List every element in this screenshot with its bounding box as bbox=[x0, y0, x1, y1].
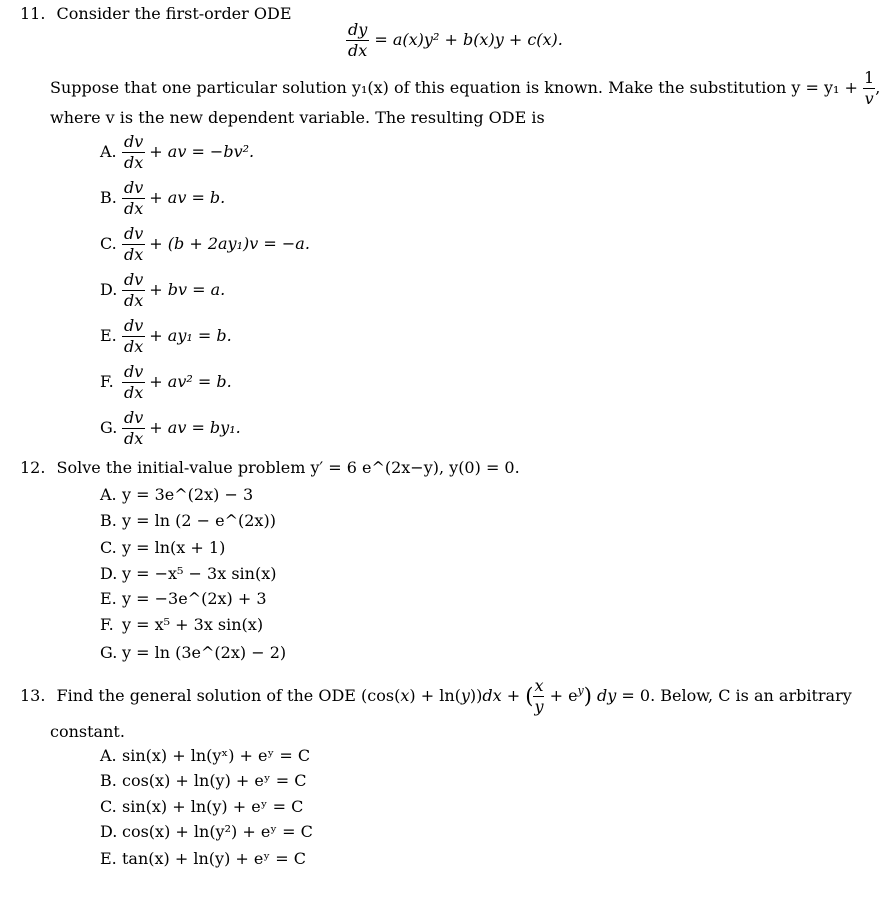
q12-option-g bbox=[100, 643, 286, 662]
q11-prompt: Consider the first-order ODE bbox=[56, 4, 292, 23]
option-label: B. bbox=[100, 771, 117, 790]
q11-option-f bbox=[100, 364, 232, 401]
q11-resulting-text: where v is the new dependent variable. The resulting ODE is bbox=[50, 108, 545, 127]
option-text: y = ln (3e^(2x) − 2) bbox=[122, 643, 287, 662]
option-text: cos(x) + ln(y²) + eʸ = C bbox=[122, 822, 313, 841]
q12-header bbox=[20, 458, 520, 477]
option-label: B. bbox=[100, 188, 117, 207]
q12-option-a bbox=[100, 485, 253, 504]
q13-option-b bbox=[100, 771, 306, 790]
option-text: + av = b. bbox=[149, 188, 226, 207]
option-label: C. bbox=[100, 538, 117, 557]
q11-substitution-text: Suppose that one particular solution y₁(x) of this equation is known. Make the substitution y = y₁ + bbox=[50, 78, 858, 97]
dy-dx-fraction: $\frac{dy}{dx}$ bbox=[348, 20, 368, 60]
option-text: + (b + 2ay₁)v = −a. bbox=[149, 234, 310, 253]
q13-header bbox=[20, 678, 852, 715]
q13-prompt-end: Below, C is an arbitrary bbox=[660, 686, 852, 705]
q11-substitution-line: Suppose that one particular solution y₁(x) of this equation is known. Make the substitution y = y₁ + $\frac{1}{v}$ , bbox=[50, 68, 880, 108]
option-text: y = x⁵ + 3x sin(x) bbox=[122, 615, 264, 634]
option-label: E. bbox=[100, 589, 117, 608]
option-text: sin(x) + ln(y) + eʸ = C bbox=[122, 797, 304, 816]
option-label: G. bbox=[100, 643, 118, 662]
option-label: C. bbox=[100, 234, 117, 253]
option-text: y = ln(x + 1) bbox=[122, 538, 226, 557]
q13-prompt-cont: constant. bbox=[50, 722, 125, 741]
option-label: F. bbox=[100, 372, 114, 391]
q11-option-c bbox=[100, 226, 310, 263]
option-text: y = 3e^(2x) − 3 bbox=[122, 485, 254, 504]
option-text: + ay₁ = b. bbox=[149, 326, 232, 345]
q11-number: 11. bbox=[20, 4, 46, 23]
dv-dx-fraction: $\frac{dv}{dx}$ bbox=[124, 408, 144, 448]
q11-ode-rhs: = a(x)y² + b(x)y + c(x). bbox=[374, 30, 563, 49]
q11-option-b bbox=[100, 180, 225, 217]
option-text: y = −3e^(2x) + 3 bbox=[122, 589, 267, 608]
option-text: y = −x⁵ − 3x sin(x) bbox=[122, 564, 277, 583]
q12-prompt: Solve the initial-value problem y′ = 6 e^(2x−y), y(0) = 0. bbox=[56, 458, 520, 477]
q11-ode bbox=[346, 22, 563, 59]
option-label: C. bbox=[100, 797, 117, 816]
dv-dx-fraction: $\frac{dv}{dx}$ bbox=[124, 178, 144, 218]
dv-dx-fraction: $\frac{dv}{dx}$ bbox=[124, 362, 144, 402]
option-text: + av² = b. bbox=[149, 372, 232, 391]
option-label: G. bbox=[100, 418, 118, 437]
q12-option-e bbox=[100, 589, 267, 608]
q13-option-e bbox=[100, 849, 306, 868]
q11-option-a bbox=[100, 134, 254, 171]
q13-number: 13. bbox=[20, 686, 46, 705]
q11-option-d bbox=[100, 272, 225, 309]
option-text: + bv = a. bbox=[149, 280, 226, 299]
q11-option-e bbox=[100, 318, 232, 355]
q13-option-d bbox=[100, 822, 313, 841]
dv-dx-fraction: $\frac{dv}{dx}$ bbox=[124, 316, 144, 356]
option-text: + av = −bv². bbox=[149, 142, 255, 161]
option-label: A. bbox=[100, 746, 117, 765]
option-label: F. bbox=[100, 615, 114, 634]
option-label: D. bbox=[100, 564, 118, 583]
q12-option-f bbox=[100, 615, 263, 634]
one-over-v-fraction: $\frac{1}{v}$ bbox=[864, 68, 875, 108]
option-label: A. bbox=[100, 485, 117, 504]
q13-option-a bbox=[100, 746, 310, 765]
option-text: + av = by₁. bbox=[149, 418, 241, 437]
option-label: D. bbox=[100, 280, 118, 299]
q11-option-g bbox=[100, 410, 241, 447]
q12-option-c bbox=[100, 538, 225, 557]
option-label: E. bbox=[100, 326, 117, 345]
option-label: B. bbox=[100, 511, 117, 530]
dv-dx-fraction: $\frac{dv}{dx}$ bbox=[124, 132, 144, 172]
q12-option-b bbox=[100, 511, 276, 530]
option-text: cos(x) + ln(y) + eʸ = C bbox=[122, 771, 307, 790]
x-over-y-fraction: $\frac{x}{y}$ bbox=[534, 676, 544, 716]
option-text: sin(x) + ln(yˣ) + eʸ = C bbox=[122, 746, 311, 765]
q13-ode: (cos(x) + ln(y))dx + ( $\frac{x}{y}$ + $e^y$) dy = 0. bbox=[361, 676, 656, 716]
q12-option-d bbox=[100, 564, 276, 583]
option-text: y = ln (2 − e^(2x)) bbox=[122, 511, 276, 530]
option-label: D. bbox=[100, 822, 118, 841]
q13-prompt-start: Find the general solution of the ODE bbox=[56, 686, 356, 705]
dv-dx-fraction: $\frac{dv}{dx}$ bbox=[124, 270, 144, 310]
option-label: E. bbox=[100, 849, 117, 868]
option-label: A. bbox=[100, 142, 117, 161]
dv-dx-fraction: $\frac{dv}{dx}$ bbox=[124, 224, 144, 264]
q12-number: 12. bbox=[20, 458, 46, 477]
option-text: tan(x) + ln(y) + eʸ = C bbox=[122, 849, 306, 868]
q13-option-c bbox=[100, 797, 303, 816]
q11-header bbox=[20, 4, 292, 23]
